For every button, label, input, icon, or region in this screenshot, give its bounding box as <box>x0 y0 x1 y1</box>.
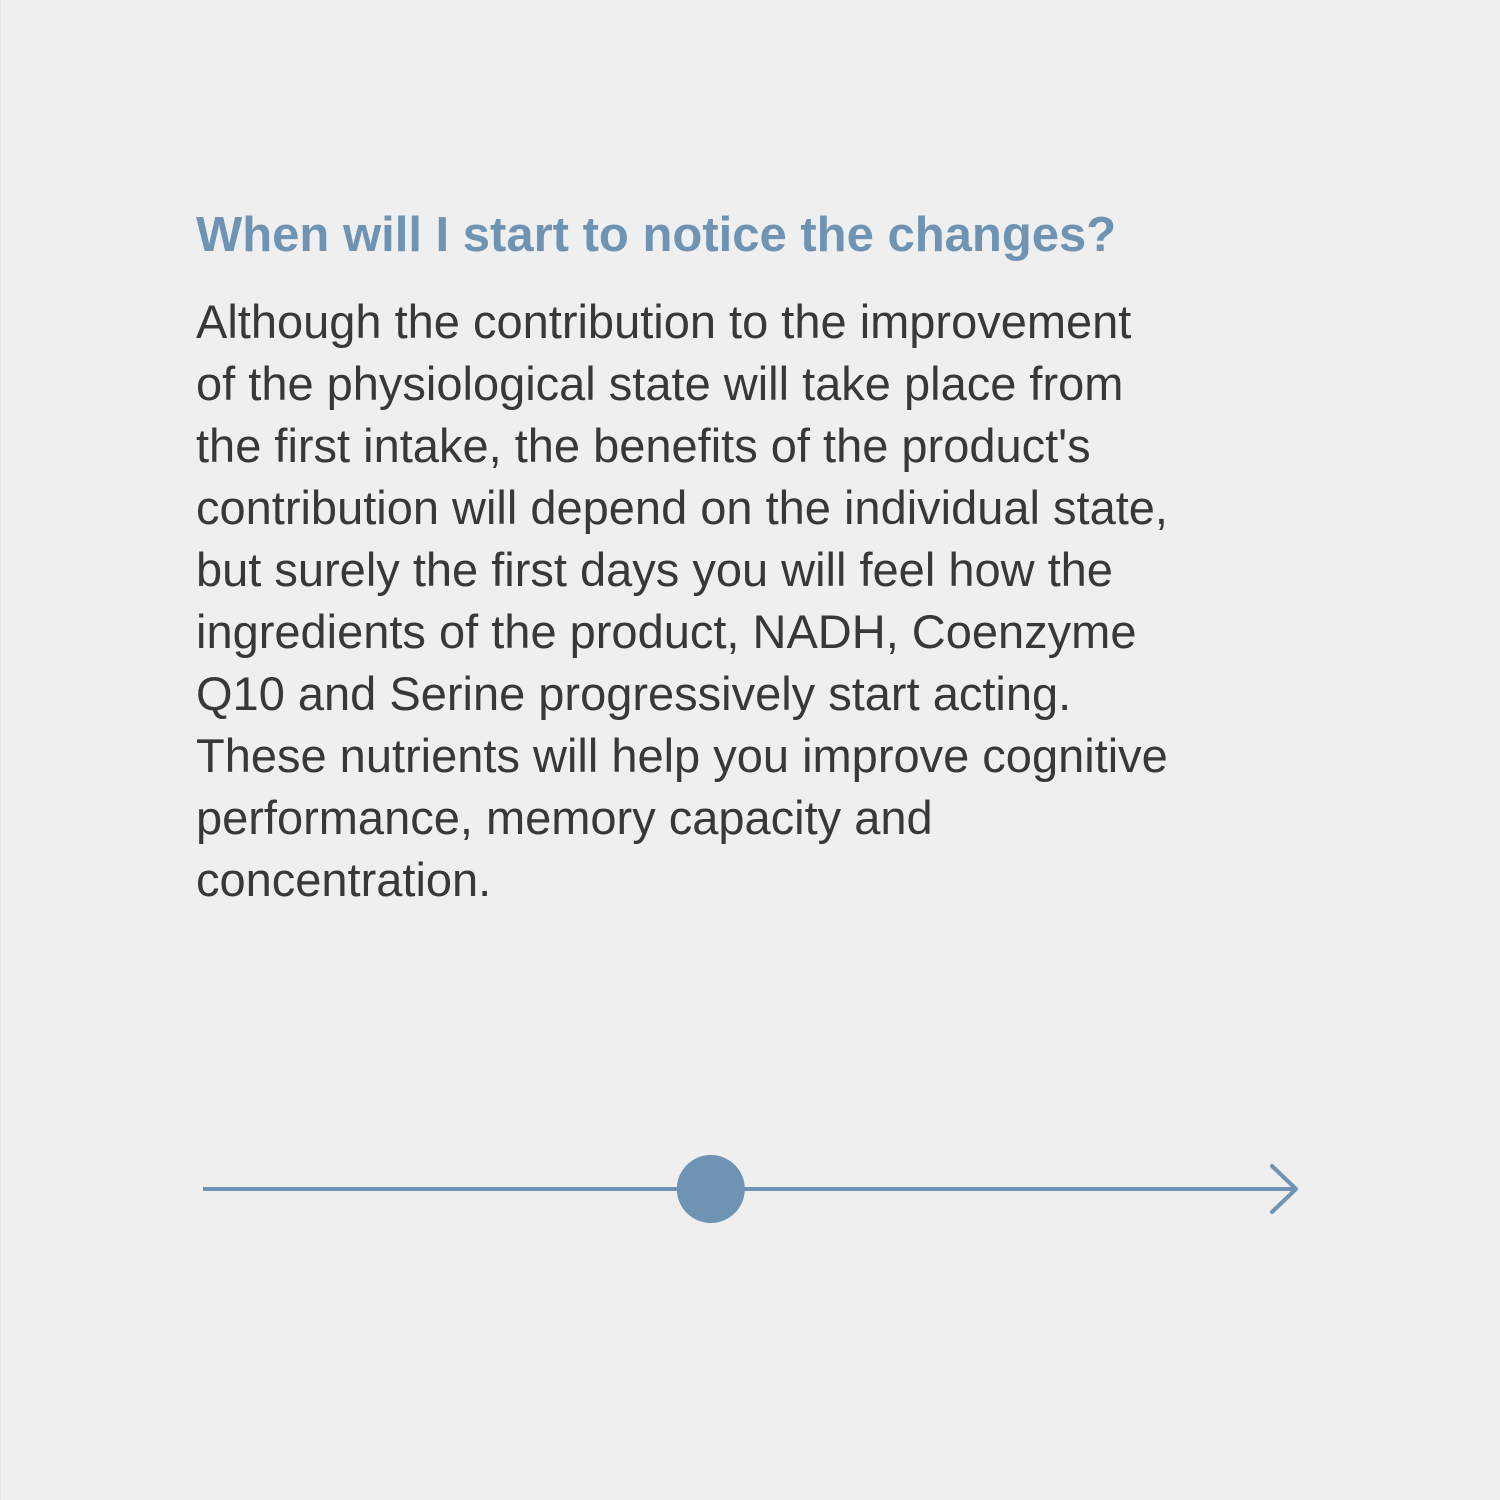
answer-line: performance, memory capacity and <box>196 791 933 844</box>
answer-line: Although the contribution to the improvement <box>196 295 1132 348</box>
answer-line: of the physiological state will take place from <box>196 357 1124 410</box>
answer-line: ingredients of the product, NADH, Coenzyme <box>196 605 1137 658</box>
timeline-dot <box>677 1155 745 1223</box>
answer-line: These nutrients will help you improve cognitive <box>196 729 1168 782</box>
answer-line: but surely the first days you will feel how the <box>196 543 1113 596</box>
answer-line: the first intake, the benefits of the product's <box>196 419 1091 472</box>
answer-line: contribution will depend on the individual state, <box>196 481 1168 534</box>
answer-line: Q10 and Serine progressively start acting. <box>196 667 1072 720</box>
timeline-progress <box>1 0 1500 1500</box>
answer-line: concentration. <box>196 853 492 906</box>
faq-question-heading: When will I start to notice the changes? <box>196 208 1117 262</box>
